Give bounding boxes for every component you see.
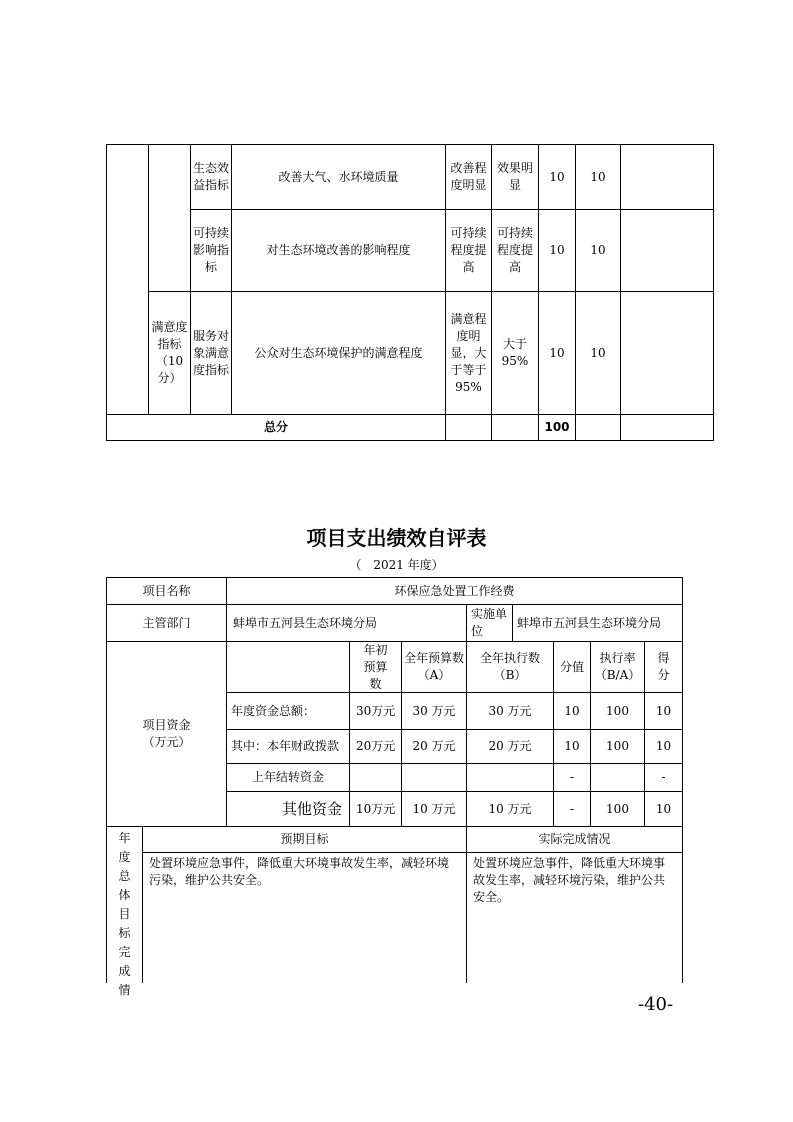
weight-cell: 10 <box>549 345 565 360</box>
target-cell: 可持续程度提高 <box>450 226 487 274</box>
target-cell: 满意程度明显，大于等于95% <box>450 311 487 394</box>
funds-label: 项目资金（万元） <box>142 718 191 749</box>
category-service-satisfaction: 服务对象满意度指标 <box>193 328 230 377</box>
header-initial: 年初预算数 <box>363 642 388 691</box>
fund-row-label: 上年结转资金 <box>251 770 324 784</box>
score-cell: 10 <box>590 345 606 360</box>
fund-budget <box>402 764 466 791</box>
fund-weight: 10 <box>564 703 580 718</box>
fund-weight: - <box>569 801 575 816</box>
category-ecological: 生态效益指标 <box>193 161 230 192</box>
fund-budget: 20 万元 <box>412 739 456 753</box>
expected-text: 处置环境应急事件，降低重大环境事故发生率，减轻环境污染，维护公共安全。 <box>149 856 450 887</box>
fund-score: 10 <box>655 801 672 816</box>
fund-rate: 100 <box>606 703 629 718</box>
fund-row-label: 年度资金总额： <box>231 703 316 718</box>
header-score: 得分 <box>657 651 670 682</box>
project-name-label: 项目名称 <box>142 583 191 598</box>
category-sustainable: 可持续影响指标 <box>193 226 230 274</box>
indicator-public-satisfaction: 公众对生态环境保护的满意程度 <box>254 345 423 360</box>
fund-initial: 10万元 <box>356 801 396 816</box>
fund-budget: 10 万元 <box>412 801 456 816</box>
year-line: （ 2021 年度） <box>349 558 444 572</box>
target-cell: 改善程度明显 <box>450 161 487 192</box>
weight-cell: 10 <box>549 243 565 257</box>
header-exec: 全年执行数（B） <box>479 651 540 682</box>
score-cell: 10 <box>590 243 606 257</box>
expected-label: 预期目标 <box>280 832 329 846</box>
fund-weight: 10 <box>564 739 580 753</box>
fund-exec: 20 万元 <box>488 739 532 753</box>
fund-score: 10 <box>655 703 672 718</box>
impl-label: 实施单位 <box>471 607 508 638</box>
fund-initial <box>350 764 401 791</box>
header-rate: 执行率（B/A） <box>594 651 641 682</box>
fund-initial: 20万元 <box>356 739 396 753</box>
actual-cell: 可持续程度提高 <box>496 226 533 274</box>
fund-row-label: 其中：本年财政拨款 <box>231 739 340 753</box>
fund-weight: - <box>569 770 575 784</box>
weight-cell: 10 <box>549 169 565 184</box>
dept-label: 主管部门 <box>142 615 191 630</box>
actual-label: 实际完成情况 <box>538 832 611 846</box>
indicator-impact: 对生态环境改善的影响程度 <box>266 243 411 257</box>
fund-initial: 30万元 <box>356 703 396 718</box>
fund-score: - <box>661 770 666 784</box>
group-satisfaction: 满意度指标（10分） <box>151 320 188 385</box>
total-label: 总分 <box>263 420 288 434</box>
fund-score: 10 <box>655 739 672 753</box>
actual-cell: 效果明显 <box>496 161 533 192</box>
page-number: -40- <box>638 994 674 1015</box>
indicator-air-water: 改善大气、水环境质量 <box>278 169 399 184</box>
goal-side-label: 年度总体目标完成情 <box>118 831 131 997</box>
dept-value: 蚌埠市五河县生态环境分局 <box>233 615 378 630</box>
fund-exec <box>467 764 553 791</box>
fund-budget: 30 万元 <box>412 703 456 718</box>
fund-row-label: 其他资金 <box>281 799 342 818</box>
page-title: 项目支出绩效自评表 <box>306 526 487 550</box>
actual-text: 处置环境应急事件，降低重大环境事故发生率，减轻环境污染，维护公共安全。 <box>473 856 666 904</box>
fund-rate: 100 <box>606 801 629 816</box>
fund-rate <box>591 764 644 791</box>
project-name: 环保应急处置工作经费 <box>394 583 515 598</box>
header-budget: 全年预算数（A） <box>404 651 465 682</box>
header-weight: 分值 <box>559 659 584 674</box>
actual-cell: 大于95% <box>501 337 529 368</box>
total-weight: 100 <box>544 420 570 434</box>
impl-unit: 蚌埠市五河县生态环境分局 <box>517 615 662 630</box>
fund-exec: 10 万元 <box>488 801 532 816</box>
score-cell: 10 <box>590 169 606 184</box>
fund-rate: 100 <box>606 739 629 753</box>
fund-exec: 30 万元 <box>488 703 532 718</box>
